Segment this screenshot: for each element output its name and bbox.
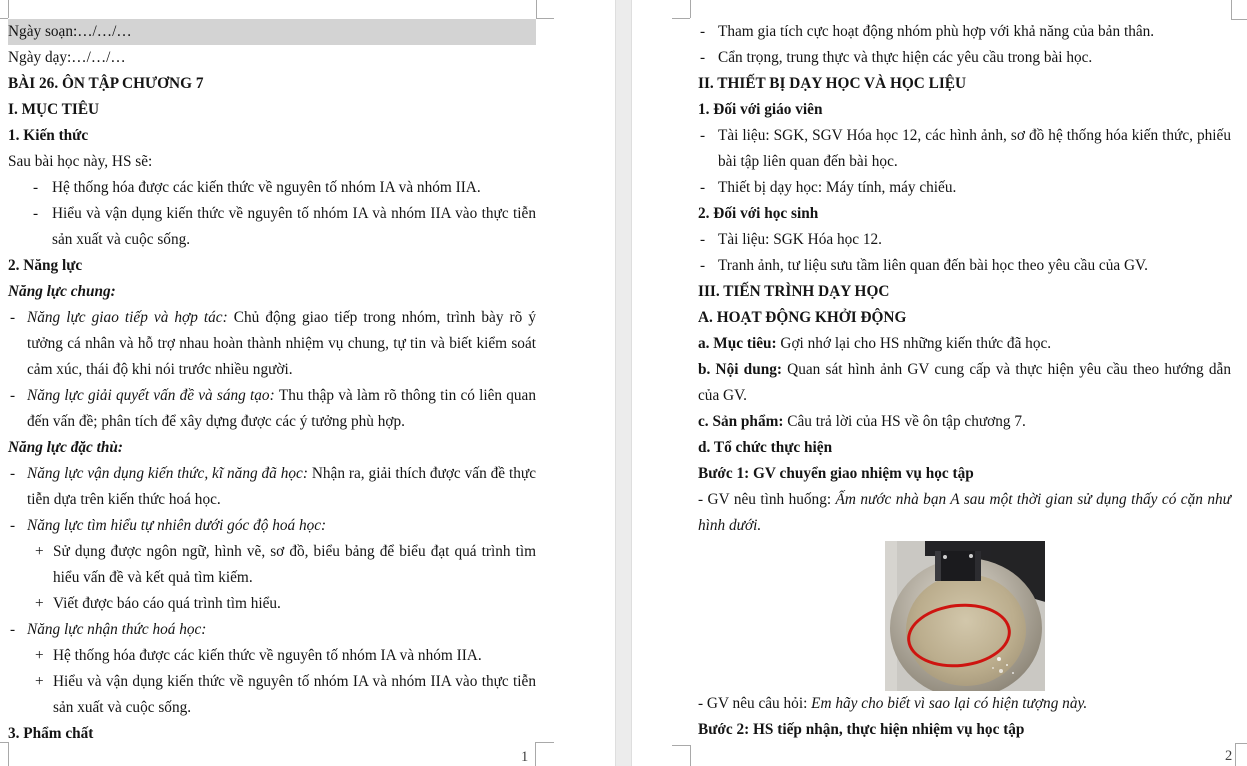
list-item: + Viết được báo cáo quá trình tìm hiểu. — [8, 591, 536, 617]
paragraph-muc-tieu: a. Mục tiêu: Gợi nhớ lại cho HS những kiến thức đã học. — [698, 335, 1052, 352]
heading-thiet-bi: II. THIẾT BỊ DẠY HỌC VÀ HỌC LIỆU — [698, 75, 967, 92]
list-marker: - — [33, 179, 39, 196]
crop-mark — [535, 742, 554, 743]
list-marker: - — [700, 257, 706, 274]
lesson-title: BÀI 26. ÔN TẬP CHƯƠNG 7 — [8, 75, 204, 92]
heading-to-chuc: d. Tổ chức thực hiện — [698, 439, 833, 456]
list-item: - Năng lực giao tiếp và hợp tác: Chủ động giao tiếp trong nhóm, trình bày rõ ý tưởng cá nhân và hỗ trợ nhau hoàn thành nhiệm vụ chung, tự tin và biết kiểm soát cảm xúc, thái độ khi nói trước nhiều người. — [8, 305, 536, 383]
heading-pham-chat: 3. Phẩm chất — [8, 725, 94, 742]
page-2-text-area[interactable] — [698, 19, 1231, 743]
list-marker: - — [700, 179, 706, 196]
handle-screw — [969, 554, 973, 558]
list-item: - Tài liệu: SGK, SGV Hóa học 12, các hình ảnh, sơ đồ hệ thống hóa kiến thức, phiếu bài tập liên quan đến bài học. — [698, 123, 1231, 175]
list-item: - Năng lực vận dụng kiến thức, kĩ năng đã học: Nhận ra, giải thích được vấn đề thực tiễn dựa trên kiến thức hoá học. — [8, 461, 536, 513]
list-marker: - — [10, 517, 16, 534]
list-marker: - — [10, 621, 16, 638]
date-taught-line: Ngày dạy:…/…/… — [8, 49, 126, 66]
list-item: + Hiểu và vận dụng kiến thức về nguyên tố nhóm IA và nhóm IIA vào thực tiễn sản xuất và cuộc sống. — [8, 669, 536, 721]
paragraph-cau-hoi: - GV nêu câu hỏi: Em hãy cho biết vì sao lại có hiện tượng này. — [698, 695, 1088, 712]
limescale-specks — [997, 657, 1001, 661]
list-item: + Hệ thống hóa được các kiến thức về nguyên tố nhóm IA và nhóm IIA. — [8, 643, 536, 669]
list-marker: + — [35, 543, 44, 560]
list-marker: - — [700, 127, 706, 144]
heading-kien-thuc: 1. Kiến thức — [8, 127, 89, 144]
crop-mark — [536, 18, 554, 19]
list-marker: - — [700, 49, 706, 66]
heading-khoi-dong: A. HOẠT ĐỘNG KHỞI ĐỘNG — [698, 309, 907, 326]
paragraph: Sau bài học này, HS sẽ: — [8, 153, 153, 170]
list-marker: - — [700, 231, 706, 248]
crop-mark — [0, 18, 8, 19]
heading-nang-luc-chung: Năng lực chung: — [8, 283, 116, 300]
list-item: - Thiết bị dạy học: Máy tính, máy chiếu. — [698, 175, 1231, 201]
list-item: - Năng lực nhận thức hoá học: — [8, 617, 536, 643]
page-gap-divider — [615, 0, 632, 766]
paragraph-noi-dung: b. Nội dung: Quan sát hình ảnh GV cung cấp và thực hiện yêu cầu theo hướng dẫn của GV. — [698, 361, 1231, 404]
list-item: - Tham gia tích cực hoạt động nhóm phù hợp với khả năng của bản thân. — [698, 19, 1231, 45]
crop-mark — [8, 0, 9, 18]
list-item: - Hiểu và vận dụng kiến thức về nguyên tố nhóm IA và nhóm IIA vào thực tiễn sản xuất và cuộc sống. — [8, 201, 536, 253]
heading-buoc-2: Bước 2: HS tiếp nhận, thực hiện nhiệm vụ học tập — [698, 721, 1025, 738]
date-prepared-line: Ngày soạn:…/…/… — [8, 19, 536, 45]
paragraph-tinh-huong: - GV nêu tình huống: Ấm nước nhà bạn A sau một thời gian sử dụng thấy có cặn như hình dưới. — [698, 491, 1231, 534]
heading-doi-voi-giao-vien: 1. Đối với giáo viên — [698, 101, 823, 118]
list-item: - Năng lực tìm hiểu tự nhiên dưới góc độ hoá học: — [8, 513, 536, 539]
kettle-limescale-photo[interactable] — [885, 541, 1045, 691]
list-marker: - — [10, 309, 16, 326]
crop-mark — [690, 745, 691, 766]
handle-screw — [943, 555, 947, 559]
crop-mark — [1231, 0, 1232, 19]
crop-mark — [672, 18, 690, 19]
list-item: - Tranh ảnh, tư liệu sưu tầm liên quan đến bài học theo yêu cầu của GV. — [698, 253, 1231, 279]
list-marker: + — [35, 595, 44, 612]
page-number: 1 — [521, 749, 529, 765]
list-item: - Năng lực giải quyết vấn đề và sáng tạo: Thu thập và làm rõ thông tin có liên quan đến vấn đề; phân tích để xây dựng được các ý tưởng phù hợp. — [8, 383, 536, 435]
heading-buoc-1: Bước 1: GV chuyển giao nhiệm vụ học tập — [698, 465, 974, 482]
list-item: + Sử dụng được ngôn ngữ, hình vẽ, sơ đồ, biểu bảng để biểu đạt quá trình tìm hiểu vấn đề và kết quả tìm kiếm. — [8, 539, 536, 591]
crop-mark — [690, 0, 691, 18]
heading-doi-voi-hoc-sinh: 2. Đối với học sinh — [698, 205, 819, 222]
heading-muc-tieu: I. MỤC TIÊU — [8, 101, 100, 118]
list-item: - Tài liệu: SGK Hóa học 12. — [698, 227, 1231, 253]
list-marker: + — [35, 647, 44, 664]
crop-mark — [536, 0, 537, 18]
crop-mark — [0, 742, 8, 743]
list-marker: - — [10, 465, 16, 482]
crop-mark — [672, 745, 690, 746]
heading-tien-trinh: III. TIẾN TRÌNH DẠY HỌC — [698, 283, 890, 300]
list-marker: - — [10, 387, 16, 404]
heading-nang-luc: 2. Năng lực — [8, 257, 83, 274]
crop-mark — [1231, 19, 1247, 20]
kettle-handle — [935, 551, 981, 581]
page-1-text-area[interactable] — [8, 19, 536, 747]
paragraph-san-pham: c. Sản phẩm: Câu trả lời của HS về ôn tập chương 7. — [698, 413, 1026, 430]
list-marker: - — [700, 23, 706, 40]
list-marker: + — [35, 673, 44, 690]
page-number: 2 — [1225, 748, 1233, 764]
list-marker: - — [33, 205, 39, 222]
list-item: - Hệ thống hóa được các kiến thức về nguyên tố nhóm IA và nhóm IIA. — [8, 175, 536, 201]
heading-nang-luc-dac-thu: Năng lực đặc thù: — [8, 439, 123, 456]
list-item: - Cẩn trọng, trung thực và thực hiện các yêu cầu trong bài học. — [698, 45, 1231, 71]
crop-mark — [1235, 743, 1236, 766]
crop-mark — [1235, 743, 1247, 744]
